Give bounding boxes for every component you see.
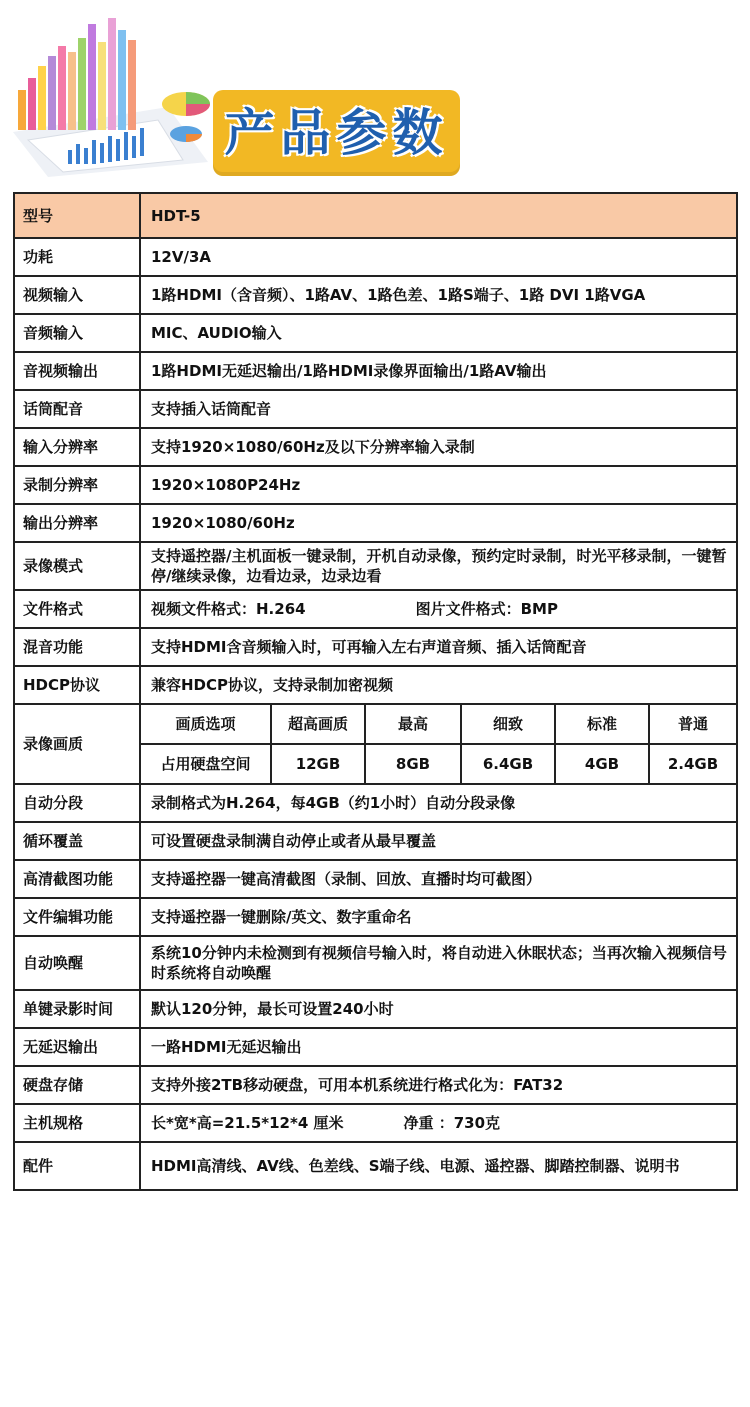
row-value: 支持1920×1080/60Hz及以下分辨率输入录制	[140, 428, 737, 466]
table-row	[14, 193, 737, 238]
row-value: 支持插入话筒配音	[140, 390, 737, 428]
row-value	[140, 590, 737, 628]
table-row	[14, 238, 737, 276]
table-row	[14, 542, 737, 590]
row-label: 无延迟输出	[14, 1028, 140, 1066]
table-row	[14, 276, 737, 314]
row-value: 1920×1080P24Hz	[140, 466, 737, 504]
net-weight: 净重 ：730克	[403, 1114, 501, 1132]
row-label: 硬盘存储	[14, 1066, 140, 1104]
title-banner	[213, 90, 460, 176]
row-label: 输出分辨率	[14, 504, 140, 542]
table-row	[14, 590, 737, 628]
table-row	[14, 314, 737, 352]
row-value	[140, 1104, 737, 1142]
table-row	[14, 390, 737, 428]
table-row	[14, 936, 737, 990]
table-row	[14, 466, 737, 504]
row-label: 混音功能	[14, 628, 140, 666]
row-value: 默认120分钟，最长可设置240小时	[140, 990, 737, 1028]
row-value: 支持遥控器/主机面板一键录制，开机自动录像，预约定时录制，时光平移录制，一键暂停/继续录像，边看边录，边录边看	[140, 542, 737, 590]
row-value: 12V/3A	[140, 238, 737, 276]
table-row	[14, 822, 737, 860]
row-value: 1路HDMI（含音频）、1路AV、1路色差、1路S端子、1路 DVI 1路VGA	[140, 276, 737, 314]
table-row	[14, 1066, 737, 1104]
row-value: 录制格式为H.264，每4GB（约1小时）自动分段录像	[140, 784, 737, 822]
image-format: 图片文件格式：BMP	[415, 600, 558, 618]
row-value: HDT-5	[140, 193, 737, 238]
row-label: 主机规格	[14, 1104, 140, 1142]
row-label: 录制分辨率	[14, 466, 140, 504]
quality-header: 超高画质	[271, 705, 365, 744]
row-label: 音视频输出	[14, 352, 140, 390]
row-value: 支持HDMI含音频输入时，可再输入左右声道音频、插入话筒配音	[140, 628, 737, 666]
quality-header-row	[141, 705, 736, 744]
quality-value-row	[141, 744, 736, 783]
row-value: 1路HDMI无延迟输出/1路HDMI录像界面输出/1路AV输出	[140, 352, 737, 390]
row-label: 循环覆盖	[14, 822, 140, 860]
row-value: HDMI高清线、AV线、色差线、S端子线、电源、遥控器、脚踏控制器、说明书	[140, 1142, 737, 1190]
row-value: 一路HDMI无延迟输出	[140, 1028, 737, 1066]
quality-value: 6.4GB	[461, 744, 555, 783]
row-value: 支持遥控器一键高清截图（录制、回放、直播时均可截图）	[140, 860, 737, 898]
quality-value: 占用硬盘空间	[141, 744, 271, 783]
chart-decoration-icon	[8, 12, 213, 177]
quality-header: 画质选项	[141, 705, 271, 744]
row-label: 输入分辨率	[14, 428, 140, 466]
row-value: 系统10分钟内未检测到有视频信号输入时，将自动进入休眠状态；当再次输入视频信号时系统将自动唤醒	[140, 936, 737, 990]
row-label: 录像画质	[14, 704, 140, 784]
quality-header: 标准	[555, 705, 649, 744]
row-label: 型号	[14, 193, 140, 238]
row-label: 视频输入	[14, 276, 140, 314]
table-row	[14, 860, 737, 898]
quality-header: 最高	[365, 705, 461, 744]
video-format: 视频文件格式：H.264	[151, 600, 306, 618]
table-row	[14, 704, 737, 784]
table-row	[14, 990, 737, 1028]
table-row	[14, 898, 737, 936]
table-row	[14, 628, 737, 666]
spec-table	[13, 192, 738, 1191]
row-value: 支持遥控器一键删除/英文、数字重命名	[140, 898, 737, 936]
quality-header: 普通	[649, 705, 736, 744]
table-row	[14, 352, 737, 390]
row-label: 自动唤醒	[14, 936, 140, 990]
row-value: 可设置硬盘录制满自动停止或者从最早覆盖	[140, 822, 737, 860]
row-label: 话筒配音	[14, 390, 140, 428]
quality-value: 8GB	[365, 744, 461, 783]
quality-value: 12GB	[271, 744, 365, 783]
dimensions: 长*宽*高=21.5*12*4 厘米	[151, 1114, 344, 1132]
quality-table	[141, 705, 736, 783]
quality-cell	[140, 704, 737, 784]
row-label: 文件编辑功能	[14, 898, 140, 936]
quality-value: 2.4GB	[649, 744, 736, 783]
table-row	[14, 504, 737, 542]
quality-value: 4GB	[555, 744, 649, 783]
row-label: 录像模式	[14, 542, 140, 590]
table-row	[14, 1142, 737, 1190]
row-value: 兼容HDCP协议，支持录制加密视频	[140, 666, 737, 704]
table-row	[14, 1104, 737, 1142]
table-row	[14, 666, 737, 704]
row-label: 文件格式	[14, 590, 140, 628]
row-label: 功耗	[14, 238, 140, 276]
row-value: 支持外接2TB移动硬盘，可用本机系统进行格式化为：FAT32	[140, 1066, 737, 1104]
row-label: HDCP协议	[14, 666, 140, 704]
quality-header: 细致	[461, 705, 555, 744]
header	[0, 0, 750, 185]
row-label: 音频输入	[14, 314, 140, 352]
page-title: 产品参数	[224, 104, 449, 162]
table-row	[14, 428, 737, 466]
row-value: 1920×1080/60Hz	[140, 504, 737, 542]
row-label: 单键录影时间	[14, 990, 140, 1028]
row-label: 高清截图功能	[14, 860, 140, 898]
row-label: 配件	[14, 1142, 140, 1190]
row-label: 自动分段	[14, 784, 140, 822]
table-row	[14, 784, 737, 822]
table-row	[14, 1028, 737, 1066]
row-value: MIC、AUDIO输入	[140, 314, 737, 352]
